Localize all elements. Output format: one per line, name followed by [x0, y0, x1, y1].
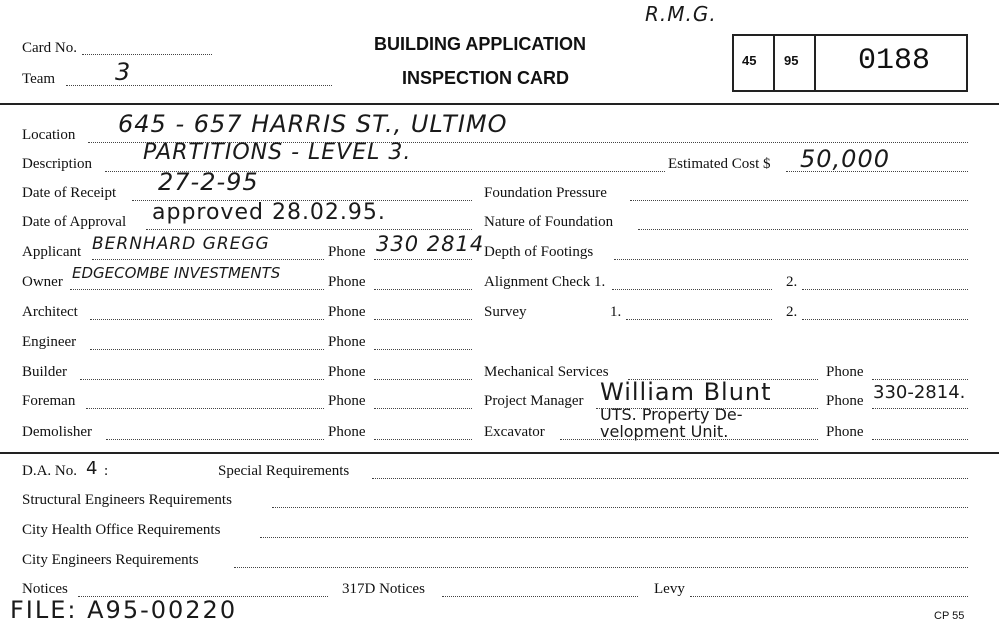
header-divider: [0, 103, 999, 105]
estimated-cost-label: Estimated Cost $: [668, 156, 771, 172]
card-number: 0188: [858, 44, 931, 78]
pm-phone-line: [872, 408, 968, 409]
survey-2-label: 2.: [786, 304, 798, 320]
engineer-phone-label: Phone: [328, 334, 366, 350]
survey-label: Survey: [484, 304, 527, 320]
alignment-2-label: 2.: [786, 274, 798, 290]
foundation-pressure-line: [630, 200, 968, 201]
team-value: 3: [115, 58, 132, 86]
location-label: Location: [22, 127, 76, 143]
foreman-line: [86, 408, 324, 409]
date-receipt-label: Date of Receipt: [22, 185, 117, 201]
notices-317d-line: [442, 596, 638, 597]
owner-phone-line: [374, 289, 472, 290]
pm-label: Project Manager: [484, 393, 584, 409]
special-req-label: Special Requirements: [218, 463, 350, 479]
applicant-line: [92, 259, 324, 260]
architect-phone-label: Phone: [328, 304, 366, 320]
file-number: FILE: A95-00220: [10, 596, 238, 624]
levy-line: [690, 596, 968, 597]
owner-line: [70, 289, 324, 290]
mech-phone-line: [872, 379, 968, 380]
architect-label: Architect: [22, 304, 78, 320]
alignment-label: Alignment Check 1.: [484, 274, 606, 290]
code-divider-2: [814, 34, 816, 90]
description-value: PARTITIONS - LEVEL 3.: [143, 140, 412, 165]
architect-line: [90, 319, 324, 320]
excavator-phone-line: [872, 439, 968, 440]
levy-label: Levy: [654, 581, 685, 597]
owner-phone-label: Phone: [328, 274, 366, 290]
code-divider-1: [773, 34, 775, 90]
team-line: [66, 85, 332, 86]
excavator-phone-label: Phone: [826, 424, 864, 440]
depth-footings-line: [614, 259, 968, 260]
survey-2-line: [802, 319, 968, 320]
builder-label: Builder: [22, 364, 67, 380]
pm-phone-value: 330-2814.: [873, 382, 966, 403]
date-receipt-value: 27-2-95: [158, 168, 259, 196]
builder-phone-line: [374, 379, 472, 380]
notices-label: Notices: [22, 581, 68, 597]
title-line2: INSPECTION CARD: [402, 68, 570, 88]
notices-317d-label: 317D Notices: [342, 581, 425, 597]
depth-footings-label: Depth of Footings: [484, 244, 594, 260]
card-no-label: Card No.: [22, 40, 77, 56]
form-code: CP 55: [934, 610, 965, 622]
mech-label: Mechanical Services: [484, 364, 609, 380]
structural-req-line: [272, 507, 968, 508]
description-label: Description: [22, 156, 92, 172]
da-colon: :: [104, 463, 109, 479]
owner-label: Owner: [22, 274, 63, 290]
structural-req-label: Structural Engineers Requirements: [22, 492, 232, 508]
health-req-label: City Health Office Requirements: [22, 522, 221, 538]
survey-1-line: [626, 319, 772, 320]
code-b: 95: [784, 53, 799, 68]
city-eng-req-label: City Engineers Requirements: [22, 552, 199, 568]
health-req-line: [260, 537, 968, 538]
demolisher-phone-label: Phone: [328, 424, 366, 440]
demolisher-label: Demolisher: [22, 424, 92, 440]
initials: R.M.G.: [645, 2, 717, 26]
foreman-label: Foreman: [22, 393, 76, 409]
pm-phone-label: Phone: [826, 393, 864, 409]
team-label: Team: [22, 71, 56, 87]
excavator-value: UTS. Property De-velopment Unit.: [600, 405, 743, 441]
card-no-line: [82, 54, 212, 55]
engineer-line: [90, 349, 324, 350]
applicant-phone-value: 330 2814: [376, 232, 485, 256]
foreman-phone-label: Phone: [328, 393, 366, 409]
date-approval-value: approved 28.02.95.: [152, 200, 386, 225]
demolisher-line: [106, 439, 324, 440]
pm-value: William Blunt: [600, 378, 772, 406]
code-box: [732, 34, 968, 92]
foundation-pressure-label: Foundation Pressure: [484, 185, 607, 201]
alignment-2-line: [802, 289, 968, 290]
excavator-label: Excavator: [484, 424, 545, 440]
city-eng-req-line: [234, 567, 968, 568]
builder-phone-label: Phone: [328, 364, 366, 380]
nature-foundation-line: [638, 229, 968, 230]
title-line1: BUILDING APPLICATION: [374, 34, 586, 54]
location-value: 645 - 657 HARRIS ST., ULTIMO: [118, 110, 508, 138]
alignment-1-line: [612, 289, 772, 290]
owner-value: EDGECOMBE INVESTMENTS: [72, 264, 281, 282]
special-req-line: [372, 478, 968, 479]
engineer-label: Engineer: [22, 334, 77, 350]
mech-phone-label: Phone: [826, 364, 864, 380]
builder-line: [80, 379, 324, 380]
survey-1-label: 1.: [610, 304, 622, 320]
engineer-phone-line: [374, 349, 472, 350]
applicant-value: BERNHARD GREGG: [92, 234, 270, 254]
date-approval-label: Date of Approval: [22, 214, 127, 230]
da-label: D.A. No.: [22, 463, 77, 479]
code-a: 45: [742, 53, 757, 68]
estimated-cost-value: 50,000: [800, 145, 890, 173]
applicant-label: Applicant: [22, 244, 82, 260]
requirements-divider: [0, 452, 999, 454]
applicant-phone-line: [374, 259, 472, 260]
date-approval-line: [146, 229, 472, 230]
nature-foundation-label: Nature of Foundation: [484, 214, 614, 230]
foreman-phone-line: [374, 408, 472, 409]
da-value: 4: [86, 458, 99, 479]
demolisher-phone-line: [374, 439, 472, 440]
architect-phone-line: [374, 319, 472, 320]
applicant-phone-label: Phone: [328, 244, 366, 260]
